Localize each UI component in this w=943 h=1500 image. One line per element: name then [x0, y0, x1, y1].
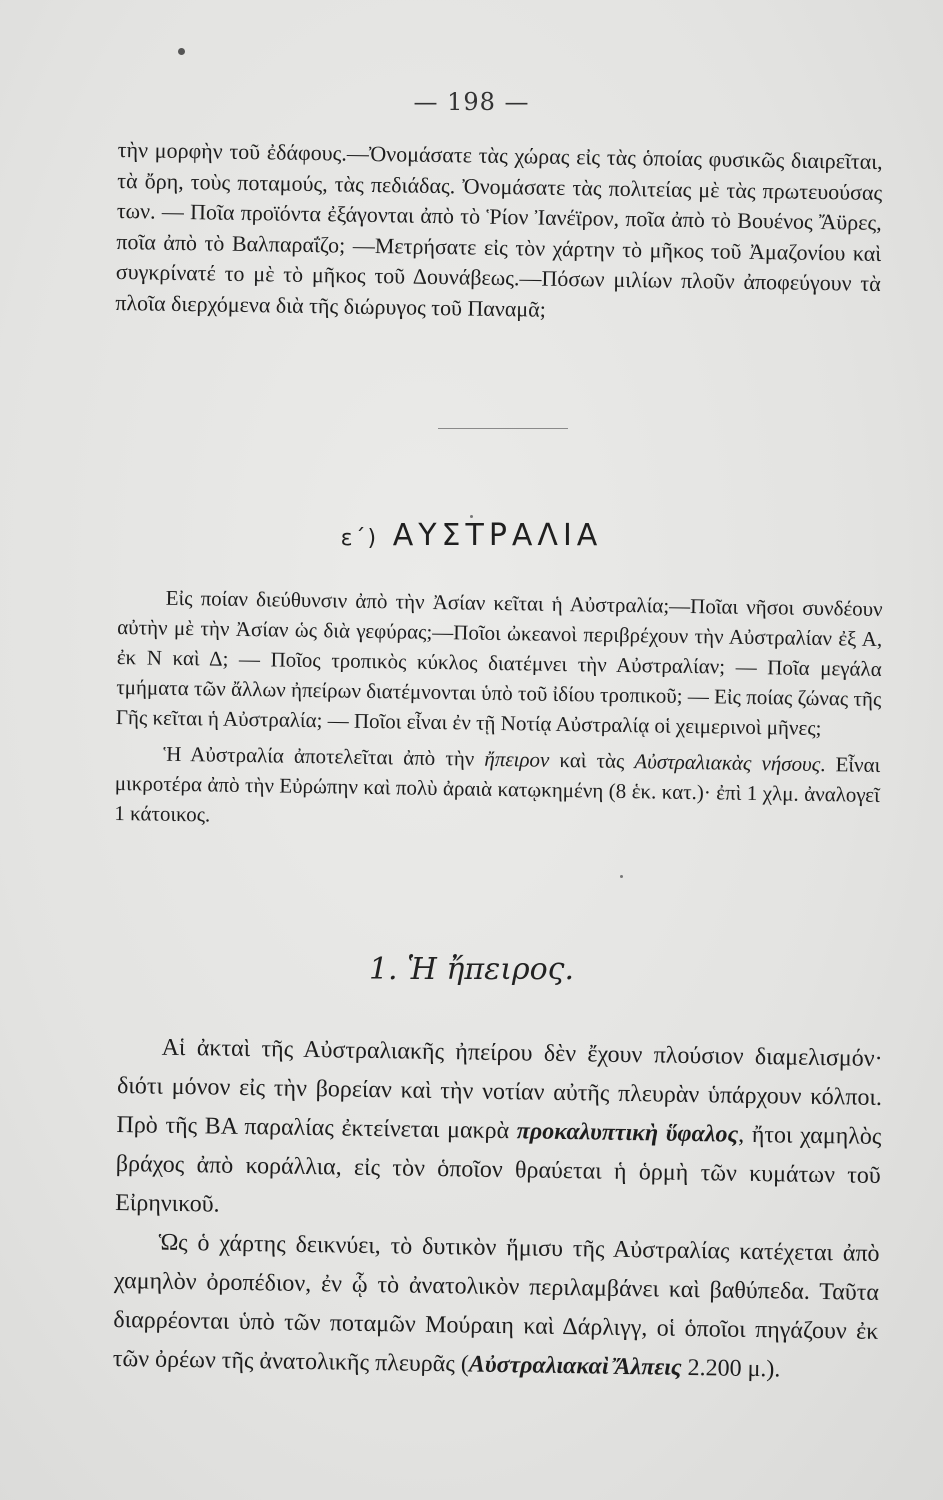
- overview-paragraph: [114, 738, 880, 840]
- overview-part1: Ἡ Αὐστραλία ἀποτελεῖται ἀπὸ τὴν: [163, 741, 485, 771]
- australia-section: [114, 582, 883, 840]
- plateau-bold-alps: Αὐστραλιακαὶ Ἄλπεις: [468, 1351, 682, 1381]
- section-title-text: ΑΥΣΤΡΑΛΙΑ: [392, 518, 603, 553]
- page-number: — 198 —: [413, 88, 530, 116]
- overview-em-continent: ἤπειρον: [484, 746, 550, 772]
- overview-part2: καὶ τὰς: [549, 747, 635, 774]
- coast-bold-reef: προκαλυπτικὴ ὕφαλος: [516, 1118, 739, 1148]
- subheading-continent: 1. Ἡ ἤπειρος.: [368, 952, 575, 987]
- coast-part1: Αἱ ἀκταὶ τῆς Αὐστραλιακῆς ἠπείρου δὲν ἔχουν πλούσιον διαμελισμόν· διότι μόνον εἰς τὴν βορείαν καὶ τὴν νοτίαν αὐτῆς πλευρὰν ὑπάρχουν κόλποι. Πρὸ τῆς ΒΑ παραλίας ἐκτείνεται μακρὰ: [116, 1034, 883, 1145]
- section-divider: [438, 428, 568, 429]
- intro-text: τὴν μορφὴν τοῦ ἐδάφους.—Ὀνομάσατε τὰς χώρας εἰς τὰς ὁποίας φυσικῶς διαιρεῖται, τὰ ὄρη, τοὺς ποταμούς, τὰς πεδιάδας. Ὀνομάσατε τὰς πολιτείας μὲ τὰς πρωτευούσας των. — Ποῖα προϊόντα ἐξάγονται ἀπὸ τὸ Ῥίον Ἰανέϊρον, ποῖα ἀπὸ τὸ Βουένος Ἄϋρες, ποῖα ἀπὸ τὸ Βαλπαραΐζο; —Μετρήσατε εἰς τὸν χάρτην τὸ μῆκος τοῦ Ἀμαζονίου καὶ συγκρίνατέ το μὲ τὸ μῆκος τοῦ Δουνάβεως.—Πόσων μιλίων πλοῦν ἀποφεύγουν τὰ πλοῖα διερχόμενα διὰ τῆς διώρυγος τοῦ Παναμᾶ;: [115, 136, 883, 322]
- overview-part3: . Εἶναι μικροτέρα ἀπὸ τὴν Εὐρώπην καὶ πολὺ ἀραιὰ κατῳκημένη (8 ἑκ. κατ.)· ἐπὶ 1 χλμ. ἀναλογεῖ 1 κάτοικος.: [114, 752, 881, 827]
- ink-dot: [178, 48, 185, 55]
- paper-speck: [620, 875, 623, 878]
- intro-paragraph: [115, 135, 883, 330]
- section-title: [0, 518, 943, 553]
- coast-part2: , ἤτοι χαμηλὸς βράχος ἀπὸ κοράλλια, εἰς τὸν ὁποῖον θραύεται ἡ ὁρμὴ τῶν κυμάτων τοῦ Εἰρηνικοῦ.: [115, 1121, 882, 1218]
- plateau-paragraph: [112, 1223, 879, 1391]
- coast-paragraph: [115, 1028, 883, 1235]
- overview-em-islands: Αὐστραλιακὰς νήσους: [634, 749, 821, 777]
- plateau-part2: 2.200 μ.).: [681, 1354, 781, 1383]
- questions-paragraph: Εἰς ποίαν διεύθυνσιν ἀπὸ τὴν Ἀσίαν κεῖται ἡ Αὐστραλία;—Ποῖαι νῆσοι συνδέουν αὐτὴν μὲ τὴν Ἀσίαν ὡς διὰ γεφύρας;—Ποῖοι ὠκεανοὶ περιβρέχουν τὴν Αὐστραλίαν ἐξ Α, ἐκ Ν καὶ Δ; — Ποῖος τροπικὸς κύκλος διατέμνει τὴν Αὐστραλίαν; — Ποῖα μεγάλα τμήματα τῶν ἄλλων ἠπείρων διατέμνονται ὑπὸ τοῦ ἰδίου τροπικοῦ; — Εἰς ποίας ζώνας τῆς Γῆς κεῖται ἡ Αὐστραλία; — Ποῖοι εἶναι ἐν τῇ Νοτίᾳ Αὐστραλίᾳ οἱ χειμερινοὶ μῆνες;: [115, 585, 883, 741]
- continent-section: [112, 1028, 882, 1391]
- section-marker: ε΄): [340, 526, 379, 551]
- plateau-part1: Ὡς ὁ χάρτης δεικνύει, τὸ δυτικὸν ἥμισυ τῆς Αὐστραλίας κατέχεται ἀπὸ χαμηλὸν ὀροπέδιον, ἐν ᾧ τὸ ἀνατολικὸν περιλαμβάνει καὶ βαθύπεδα. Ταῦτα διαρρέονται ὑπὸ τῶν ποταμῶν Μούραιη καὶ Δάρλιγγ, οἱ ὁποῖοι πηγάζουν ἐκ τῶν ὀρέων τῆς ἀνατολικῆς πλευρᾶς (: [112, 1229, 880, 1378]
